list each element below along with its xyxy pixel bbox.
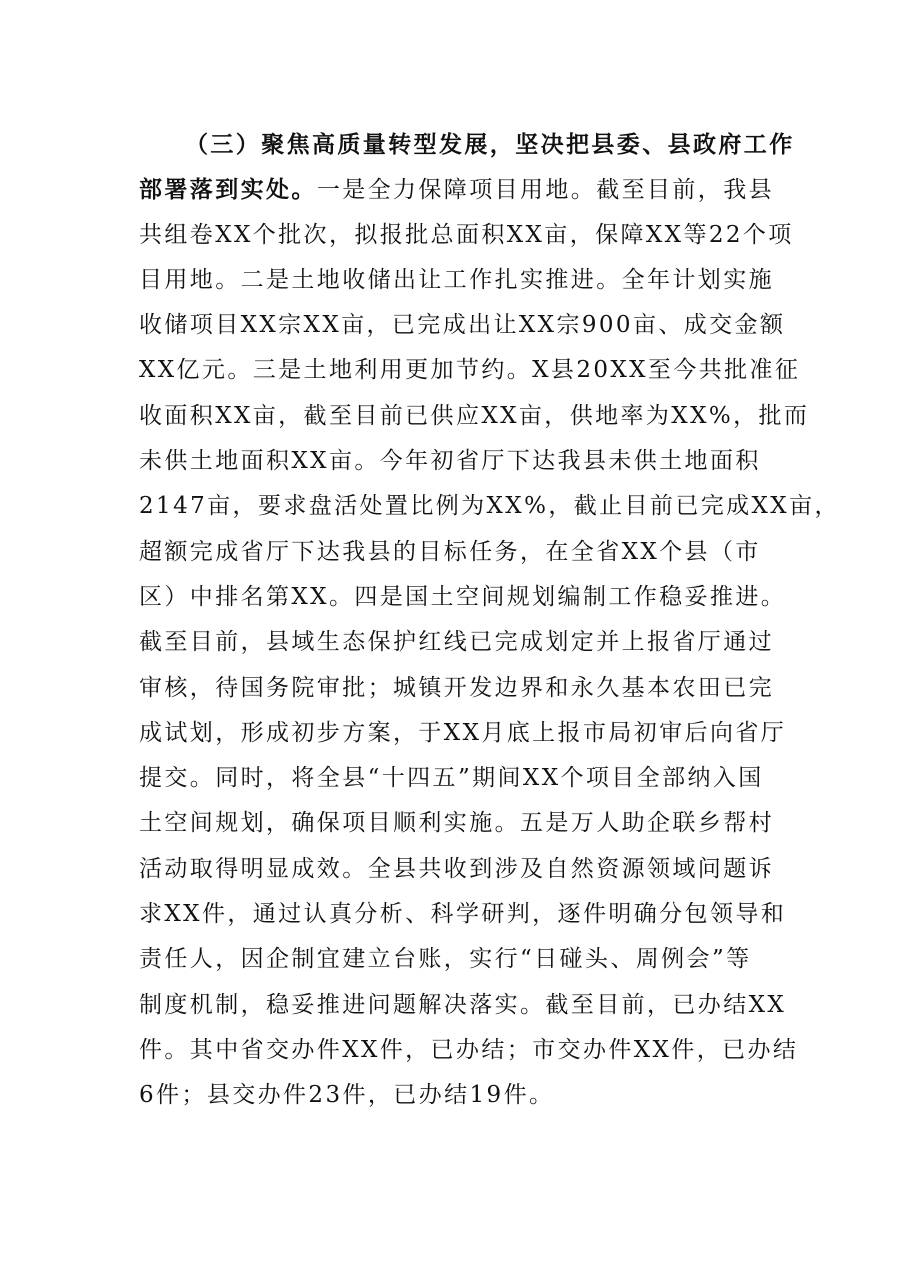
paragraph-line xyxy=(139,1028,799,1073)
line-text: 活动取得明显成效。全县共收到涉及自然资源领域问题诉 xyxy=(139,855,774,882)
paragraph-line xyxy=(139,258,779,303)
line-text: XX亿元。三是土地利用更加节约。X县20XX至今共批准征 xyxy=(139,357,801,384)
line-text: 求XX件，通过认真分析、科学研判，逐件明确分包领导和 xyxy=(139,901,787,928)
paragraph-line xyxy=(139,484,840,529)
line-text: 成试划，形成初步方案，于XX月底上报市局初审后向省厅 xyxy=(139,719,787,746)
paragraph-line xyxy=(139,892,787,937)
line-text: 目用地。二是土地收储出让工作扎实推进。全年计划实施 xyxy=(139,266,774,293)
line-text: 制度机制，稳妥推进问题解决落实。截至目前，已办结XX xyxy=(139,991,787,1018)
line-text: 一是全力保障项目用地。截至目前，我县 xyxy=(316,177,775,204)
paragraph-line xyxy=(139,801,779,846)
paragraph-line xyxy=(139,167,779,212)
line-text: 土空间规划，确保项目顺利实施。五是万人助企联乡帮村 xyxy=(139,810,774,837)
section-heading: （三）聚焦高质量转型发展，坚决把县委、县政府工作 xyxy=(185,131,795,158)
paragraph-line xyxy=(139,620,779,665)
line-text: 责任人，因企制宜建立台账，实行“日碰头、周例会”等 xyxy=(139,946,752,973)
line-text: 收储项目XX宗XX亩，已完成出让XX宗900亩、成交金额 xyxy=(139,312,786,339)
line-text: 2147亩，要求盘活处置比例为XX%，截止目前已完成XX亩， xyxy=(139,493,840,520)
line-text: 收面积XX亩，截至目前已供应XX亩，供地率为XX%，批而 xyxy=(139,402,810,429)
line-text: 截至目前，县域生态保护红线已完成划定并上报省厅通过 xyxy=(139,629,774,656)
paragraph-line xyxy=(139,348,801,393)
line-text: 件。其中省交办件XX件，已办结；市交办件XX件，已办结 xyxy=(139,1036,799,1063)
line-text: 未供土地面积XX亩。今年初省厅下达我县未供土地面积 xyxy=(139,448,761,475)
paragraph-line xyxy=(139,122,795,167)
paragraph-body xyxy=(139,122,840,1119)
paragraph-line xyxy=(139,937,779,982)
line-text: 6件；县交办件23件，已办结19件。 xyxy=(139,1082,555,1109)
line-text: 超额完成省厅下达我县的目标任务，在全省XX个县（市 xyxy=(139,538,761,565)
line-text: 提交。同时，将全县“十四五”期间XX个项目全部纳入国 xyxy=(139,765,764,792)
paragraph-line xyxy=(139,756,779,801)
line-text: 区）中排名第XX。四是国土空间规划编制工作稳妥推进。 xyxy=(139,583,787,610)
section-heading: 部署落到实处。 xyxy=(139,176,317,204)
paragraph-line xyxy=(139,575,787,620)
paragraph-line xyxy=(139,847,779,892)
line-text: 共组卷XX个批次，拟报批总面积XX亩，保障XX等22个项 xyxy=(139,221,794,248)
paragraph-line xyxy=(139,983,787,1028)
paragraph-line xyxy=(139,530,779,575)
paragraph-line xyxy=(139,303,786,348)
paragraph-line xyxy=(139,394,810,439)
paragraph-line xyxy=(139,1073,779,1118)
paragraph-line xyxy=(139,711,787,756)
line-text: 审核，待国务院审批；城镇开发边界和永久基本农田已完 xyxy=(139,674,774,701)
paragraph-line xyxy=(139,213,794,258)
paragraph-line xyxy=(139,439,779,484)
paragraph-line xyxy=(139,666,779,711)
